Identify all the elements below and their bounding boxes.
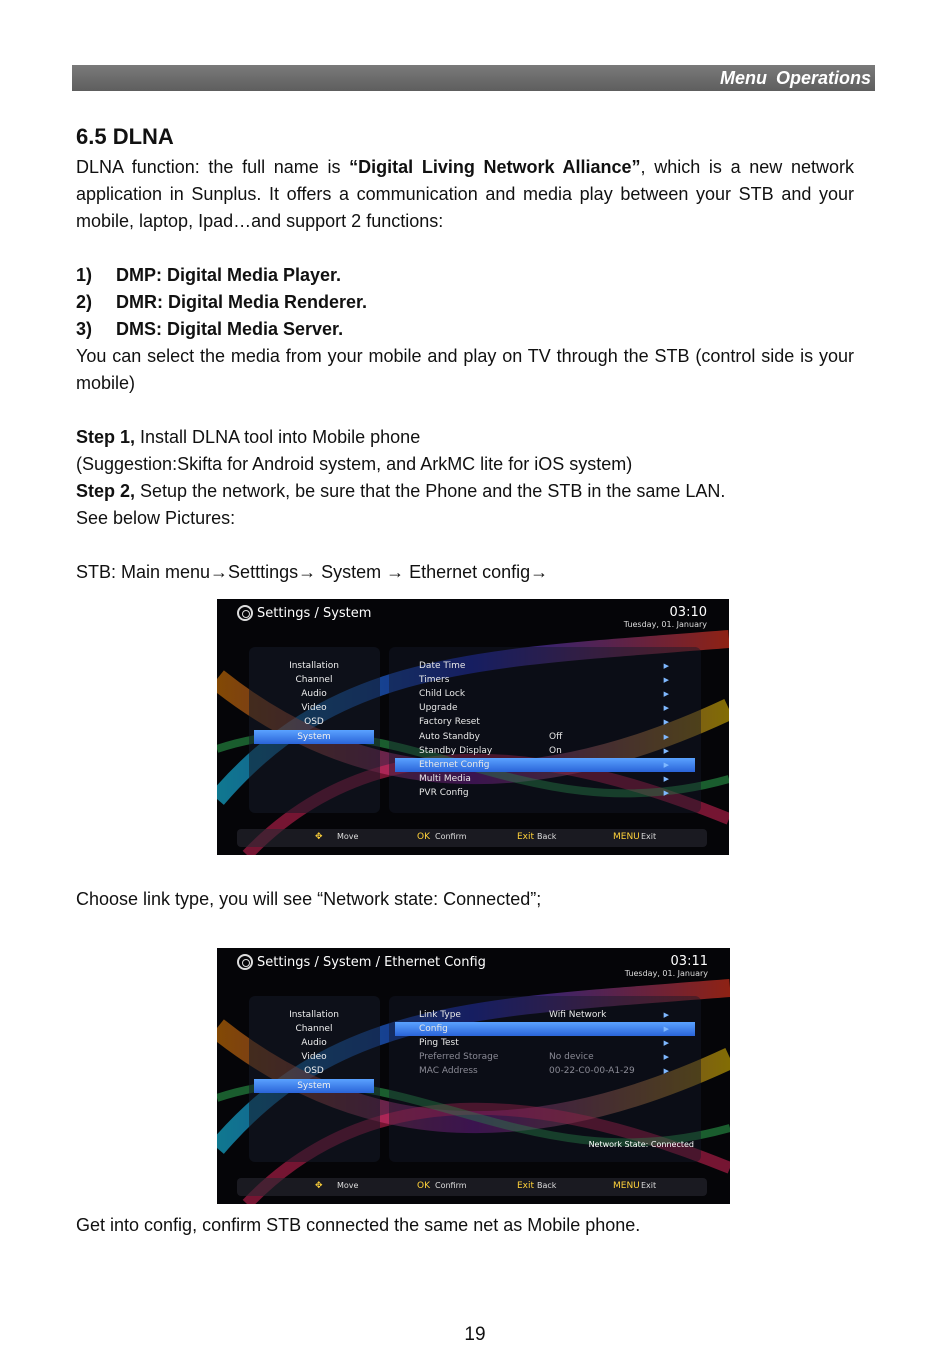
arrow-right-icon: ▶ [663, 1053, 669, 1061]
ethernet-config-panel [389, 996, 701, 1162]
left-menu-item[interactable]: Installation [289, 1010, 339, 1020]
settings-row[interactable] [395, 744, 695, 758]
screen-title [237, 605, 371, 621]
hint-move: Move [337, 832, 359, 841]
section-heading: 6.5 DLNA [76, 124, 174, 149]
settings-list-panel [389, 647, 701, 813]
settings-row-disabled [395, 1050, 695, 1064]
intro-bold: “Digital Living Network Alliance” [349, 157, 641, 177]
row-value: On [549, 746, 562, 756]
left-menu-item[interactable]: OSD [304, 717, 324, 727]
arrow-right-icon: ▶ [663, 704, 669, 712]
arrow-right-icon: ▶ [663, 690, 669, 698]
row-label: Standby Display [419, 746, 493, 756]
row-label: PVR Config [419, 788, 469, 798]
intro-text-1: DLNA function: the full name is [76, 157, 350, 177]
row-label: Ping Test [419, 1038, 459, 1048]
left-menu-panel [249, 996, 380, 1162]
settings-row[interactable] [395, 659, 695, 673]
arrow-right-icon: ▶ [663, 662, 669, 670]
function-number: 3) [76, 319, 93, 339]
row-label: Link Type [419, 1010, 461, 1020]
screen-title-text: Settings / System [257, 605, 372, 621]
intro-paragraph [76, 154, 854, 235]
left-menu-item[interactable]: Video [301, 1052, 327, 1062]
settings-row[interactable] [395, 687, 695, 701]
hint-back: Back [537, 1181, 557, 1190]
settings-row[interactable] [395, 1036, 695, 1050]
section-header-bar [72, 65, 875, 91]
function-item-1 [76, 262, 854, 289]
section-header-label: Menu Operations [719, 68, 871, 88]
key-hint-bar [237, 1178, 707, 1196]
left-menu-item-selected[interactable]: System [254, 730, 374, 744]
arrow-right-icon: ▶ [663, 1067, 669, 1075]
step1-text: Install DLNA tool into Mobile phone [135, 427, 421, 447]
arrow-right-icon: ▶ [663, 1039, 669, 1047]
settings-row[interactable] [395, 673, 695, 687]
intro-text-2: , which is a new network application in Sunplus. It offers a communication and media play between your STB and your mobile, laptop, Ipad…and support 2 functions: [76, 157, 854, 231]
gear-icon [237, 605, 253, 621]
hint-exit-key: Exit [517, 832, 535, 842]
function-item-3 [76, 316, 854, 343]
hint-back: Back [537, 832, 557, 841]
key-hint-bar [237, 829, 707, 847]
left-menu-item-selected[interactable]: System [254, 1079, 374, 1093]
row-label: Config [419, 1024, 448, 1034]
screenshot-system-menu [217, 599, 729, 855]
step2-label: Step 2, [76, 481, 136, 501]
row-label: Upgrade [419, 703, 458, 713]
function-text: DMS: Digital Media Server. [116, 319, 344, 339]
page-number: 19 [464, 1324, 486, 1345]
clock-date: Tuesday, 01. January [624, 969, 708, 978]
settings-row[interactable] [395, 730, 695, 744]
arrow-right-icon: ▶ [663, 789, 669, 797]
select-media-paragraph: You can select the media from your mobile and play on TV through the STB (control side is your mobile) [76, 346, 854, 393]
row-label: Preferred Storage [419, 1052, 499, 1062]
hint-menu-key: MENU [613, 832, 640, 842]
step1-line [76, 424, 854, 451]
left-menu-item[interactable]: Video [301, 703, 327, 713]
hint-exit: Exit [641, 1181, 657, 1190]
hint-menu-key: MENU [613, 1181, 640, 1191]
hint-confirm: Confirm [435, 832, 467, 841]
left-menu-item[interactable]: Channel [295, 1024, 333, 1034]
row-label: Child Lock [419, 689, 466, 699]
settings-row-selected[interactable] [395, 758, 695, 772]
arrow-right-icon: ▶ [663, 718, 669, 726]
row-label: MAC Address [419, 1066, 478, 1076]
caption-1: Choose link type, you will see “Network state: Connected”; [76, 889, 542, 909]
function-item-2 [76, 289, 854, 316]
settings-row-selected[interactable] [395, 1022, 695, 1036]
hint-exit: Exit [641, 832, 657, 841]
screen-title-text: Settings / System / Ethernet Config [257, 954, 486, 970]
suggestion-line: (Suggestion:Skifta for Android system, and ArkMC lite for iOS system) [76, 454, 633, 474]
move-icon: ✥ [315, 1181, 323, 1191]
page-content [76, 120, 854, 586]
left-menu-item[interactable]: Audio [301, 1038, 327, 1048]
step2-text: Setup the network, be sure that the Phone and the STB in the same LAN. [135, 481, 726, 501]
row-label: Auto Standby [419, 732, 480, 742]
hint-confirm: Confirm [435, 1181, 467, 1190]
settings-row[interactable] [395, 701, 695, 715]
left-menu-item[interactable]: Channel [295, 675, 333, 685]
clock [624, 606, 707, 629]
hint-exit-key: Exit [517, 1181, 535, 1191]
arrow-right-icon: ▶ [663, 1011, 669, 1019]
hint-ok-key: OK [417, 1181, 430, 1191]
settings-row[interactable] [395, 1008, 695, 1022]
arrow-right-icon: ▶ [663, 761, 669, 769]
settings-row[interactable] [395, 786, 695, 800]
settings-row-disabled [395, 1064, 695, 1078]
move-icon: ✥ [315, 832, 323, 842]
left-menu-item[interactable]: Audio [301, 689, 327, 699]
row-label: Factory Reset [419, 717, 480, 727]
left-menu-item[interactable]: Installation [289, 661, 339, 671]
row-value: No device [549, 1052, 594, 1062]
hint-move: Move [337, 1181, 359, 1190]
function-number: 1) [76, 265, 93, 285]
row-label: Multi Media [419, 774, 471, 784]
step2-line [76, 478, 854, 505]
clock-date: Tuesday, 01. January [623, 620, 707, 629]
step1-label: Step 1, [76, 427, 136, 447]
arrow-right-icon: ▶ [663, 676, 669, 684]
settings-row[interactable] [395, 715, 695, 729]
function-text: DMR: Digital Media Renderer. [116, 292, 368, 312]
row-label: Date Time [419, 661, 466, 671]
arrow-right-icon: ▶ [663, 775, 669, 783]
see-below-line: See below Pictures: [76, 508, 236, 528]
clock-time: 03:11 [670, 954, 708, 969]
row-label: Timers [419, 675, 450, 685]
arrow-right-icon: ▶ [663, 733, 669, 741]
screen-title [237, 954, 486, 970]
row-value: Wifi Network [549, 1010, 607, 1020]
hint-ok-key: OK [417, 832, 430, 842]
gear-icon [237, 954, 253, 970]
arrow-right-icon: ▶ [663, 1025, 669, 1033]
clock [625, 955, 708, 978]
row-value: 00-22-C0-00-A1-29 [549, 1066, 635, 1076]
function-text: DMP: Digital Media Player. [116, 265, 342, 285]
function-number: 2) [76, 292, 93, 312]
arrow-right-icon: ▶ [663, 747, 669, 755]
row-label: Ethernet Config [419, 760, 490, 770]
menu-path-line: STB: Main menu→Setttings→ System → Ethernet config→ [76, 562, 549, 582]
left-menu-panel [249, 647, 380, 813]
left-menu-item[interactable]: OSD [304, 1066, 324, 1076]
settings-row[interactable] [395, 772, 695, 786]
clock-time: 03:10 [669, 605, 707, 620]
screenshot-ethernet-config [217, 948, 730, 1204]
network-state: Network State: Connected [588, 1140, 694, 1149]
row-value: Off [549, 732, 563, 742]
caption-2: Get into config, confirm STB connected the same net as Mobile phone. [76, 1215, 641, 1235]
